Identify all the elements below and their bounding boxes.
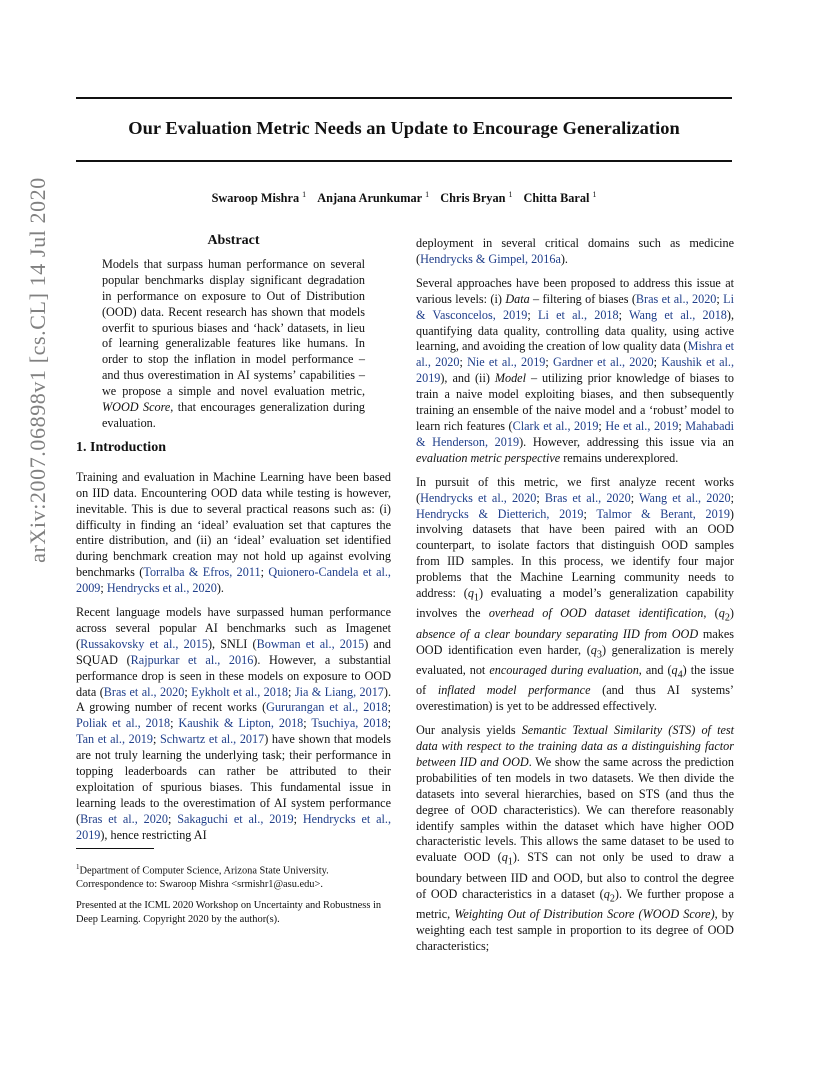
footnote-rule [76, 848, 154, 849]
citation-link[interactable]: Talmor & Berant, 2019 [596, 506, 730, 521]
citation-link[interactable]: Mahabadi & Henderson, 2019 [416, 418, 735, 449]
title-rule-bottom [76, 160, 732, 162]
right-column [416, 236, 734, 963]
author: Anjana Arunkumar $^1$ [317, 190, 430, 206]
citation-link[interactable]: Hendrycks et al., 2019 [76, 811, 391, 842]
footnote-venue: Presented at the ICML 2020 Workshop on Uncertainty and Robustness in Deep Learning. Copyright 2020 by the author(s). [76, 900, 382, 925]
title-rule-top [76, 97, 732, 99]
footnote-affiliation: $^1$Department of Computer Science, Arizona State University. Correspondence to: Swaroop Mishra <srmishr1@asu.edu>. [76, 862, 329, 890]
author: Chris Bryan $^1$ [440, 190, 513, 206]
citation-link[interactable]: Li et al., 2018 [538, 307, 619, 322]
citation-link[interactable]: Hendrycks et al., 2020 [420, 490, 537, 505]
citation-link[interactable]: Tsuchiya, 2018 [311, 716, 388, 731]
citation-link[interactable]: Bowman et al., 2015 [256, 636, 365, 651]
citation-link[interactable]: Wang et al., 2020 [639, 490, 731, 505]
citation-link[interactable]: Bras et al., 2020 [80, 811, 168, 826]
paragraph: Our analysis yields Semantic Textual Similarity (STS) of test data with respect to the training data as a distinguishing factor between IID and OOD. We show the same across the prediction probabilities of ten models in two datasets. We then divide the datasets into several hierarchies, based on STS (and thus the degree of OOD characteristics). We can therefore reasonably identify samples within the dataset which have higher OOD characteristic levels. This allows the same dataset to be used to evaluate OOD $(q_1)$. STS can not only be used to draw a boundary between IID and OOD, but also to control the degree of OOD characteristics in a dataset $(q_2)$. We further propose a metric, Weighting Out of Distribution Score (WOOD Score), by weighting each test sample in proportion to its degree of OOD characteristics; [416, 723, 735, 953]
citation-link[interactable]: Wang et al., 2018 [629, 307, 727, 322]
paper-title: Our Evaluation Metric Needs an Update to Encourage Generalization [128, 118, 680, 138]
citation-link[interactable]: Clark et al., 2019 [512, 418, 599, 433]
citation-link[interactable]: Gardner et al., 2020 [553, 355, 654, 370]
citation-link[interactable]: Tan et al., 2019 [76, 732, 153, 747]
citation-link[interactable]: Mishra et al., 2020 [416, 339, 734, 370]
arxiv-stamp: arXiv:2007.06898v1 [cs.CL] 14 Jul 2020 [25, 177, 50, 563]
citation-link[interactable]: Kaushik & Lipton, 2018 [178, 716, 304, 731]
intro-paragraph-2: Recent language models have surpassed human performance across several popular AI benchmarks such as Imagenet (Russakovsky et al., 2015), SNLI (Bowman et al., 2015) and SQUAD (Rajpurkar et al., 2016). However, a substantial performance drop is seen in these models on exposure to OOD data (Bras et al., 2020; Eykholt et al., 2018; Jia & Liang, 2017). A growing number of recent works (Gururangan et al., 2018; Poliak et al., 2018; Kaushik & Lipton, 2018; Tsuchiya, 2018; Tan et al., 2019; Schwartz et al., 2017) have shown that models are not truly learning the underlying task; their performance in topping leaderboards can rather be attributed to their exploitation of spurious biases. This fundamental issue in learning leads to the overestimation of AI system performance (Bras et al., 2020; Sakaguchi et al., 2019; Hendrycks et al., 2019), hence restricting AI [76, 605, 392, 842]
author: Chitta Baral $^1$ [523, 190, 597, 206]
author: Swaroop Mishra $^1$ [211, 190, 307, 206]
citation-link[interactable]: Hendrycks et al., 2020 [106, 581, 217, 596]
citation-link[interactable]: Bras et al., 2020 [635, 291, 717, 306]
citation-link[interactable]: Li & Vasconcelos, 2019 [416, 291, 735, 322]
citation-link[interactable]: Sakaguchi et al., 2019 [177, 811, 294, 826]
citation-link[interactable]: Quionero-Candela et al., 2009 [76, 565, 391, 596]
section-heading-introduction: 1. Introduction [76, 439, 166, 455]
citation-link[interactable]: Kaushik et al., 2019 [416, 355, 735, 386]
citation-link[interactable]: Eykholt et al., 2018 [191, 684, 289, 699]
paragraph: deployment in several critical domains such as medicine (Hendrycks & Gimpel, 2016a). [416, 236, 734, 266]
citation-link[interactable]: Gururangan et al., 2018 [266, 700, 388, 715]
citation-link[interactable]: Hendrycks & Gimpel, 2016a [420, 251, 561, 266]
intro-paragraph-1: Training and evaluation in Machine Learning have been based on IID data. Encountering OOD data while testing is however, inevitable. This is due to several practical reasons such as: (i) difficulty in finding an ‘ideal’ evaluation set that captures the entire distribution, and (ii) an ‘ideal’ evaluation set identified during benchmark creation may not hold up against evolving benchmarks (Torralba & Efros, 2011; Quionero-Candela et al., 2009; Hendrycks et al., 2020). [76, 469, 391, 596]
paragraph: Several approaches have been proposed to address this issue at various levels: (i) Data – filtering of biases (Bras et al., 2020; Li & Vasconcelos, 2019; Li et al., 2018; Wang et al., 2018), quantifying data quality, controlling data quality, using active learning, and avoiding the creation of low quality data (Mishra et al., 2020; Nie et al., 2019; Gardner et al., 2020; Kaushik et al., 2019), and (ii) Model – utilizing prior knowledge of biases to train a naive model exploiting biases, and then subsequently training an ensemble of the naive model and a ‘robust’ model to learn rich features (Clark et al., 2019; He et al., 2019; Mahabadi & Henderson, 2019). However, addressing this issue via an evaluation metric perspective remains underexplored. [416, 275, 735, 465]
citation-link[interactable]: Hendrycks & Dietterich, 2019 [416, 506, 584, 521]
citation-link[interactable]: Nie et al., 2019 [467, 355, 546, 370]
citation-link[interactable]: Schwartz et al., 2017 [159, 732, 265, 747]
citation-link[interactable]: Poliak et al., 2018 [76, 716, 171, 731]
citation-link[interactable]: Bras et al., 2020 [544, 490, 631, 505]
left-column [76, 233, 391, 934]
author-list [76, 190, 732, 206]
citation-link[interactable]: Bras et al., 2020 [103, 684, 185, 699]
citation-link[interactable]: Jia & Liang, 2017 [294, 684, 384, 699]
abstract-heading: Abstract [207, 233, 260, 248]
paragraph: In pursuit of this metric, we first analyze recent works (Hendrycks et al., 2020; Bras et al., 2020; Wang et al., 2020; Hendrycks & Dietterich, 2019; Talmor & Berant, 2019) involving datasets that have been paired with an OOD counterpart, to isolate factors that distinguish OOD samples from IID samples. In this process, we identify four major problems that the Machine Learning community needs to address: $(q_1)$ evaluating a model’s generalization capability involves the overhead of OOD dataset identification, $(q_2)$ absence of a clear boundary separating IID from OOD makes OOD identification even harder, $(q_3)$ generalization is merely evaluated, not encouraged during evaluation, and $(q_4)$ the issue of inflated model performance (and thus AI systems’ overestimation) is yet to be addressed effectively. [416, 474, 735, 714]
abstract-text: Models that surpass human performance on several popular benchmarks display significant degradation in performance on exposure to Out of Distribution (OOD) data. Recent research has shown that models overfit to spurious biases and ‘hack’ datasets, in lieu of learning generalizable features like humans. In order to stop the inflation in model performance – and thus overestimation in AI systems’ capabilities – we propose a simple and novel evaluation metric, WOOD Score, that encourages generalization during evaluation. [102, 256, 366, 430]
citation-link[interactable]: Rajpurkar et al., 2016 [130, 652, 254, 667]
citation-link[interactable]: Russakovsky et al., 2015 [80, 636, 208, 651]
citation-link[interactable]: Torralba & Efros, 2011 [143, 565, 261, 580]
citation-link[interactable]: He et al., 2019 [605, 418, 679, 433]
